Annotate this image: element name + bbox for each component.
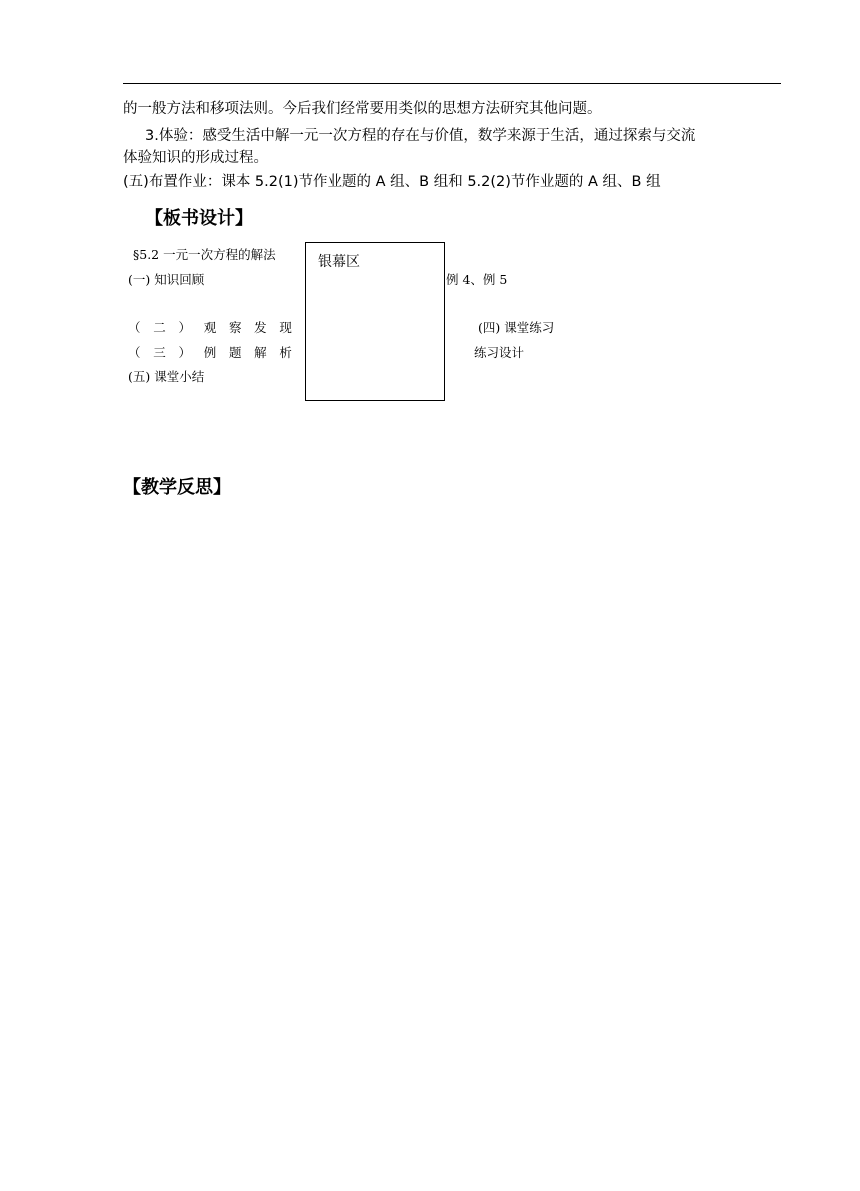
board-char: 察 bbox=[228, 320, 242, 335]
paragraph-homework: (五)布置作业：课本 5.2(1)节作业题的 A 组、B 组和 5.2(2)节作业题的 A 组、B 组 bbox=[123, 174, 661, 190]
board-item-observe bbox=[128, 320, 292, 336]
board-title: §5.2 一元一次方程的解法 bbox=[133, 247, 276, 262]
header-rule bbox=[123, 83, 781, 84]
section-title-teaching-reflection: 【教学反思】 bbox=[123, 477, 231, 498]
board-char: 析 bbox=[279, 345, 292, 360]
section-title-board-design: 【板书设计】 bbox=[145, 208, 253, 229]
board-char: （ bbox=[128, 345, 141, 360]
board-examples: 例 4、例 5 bbox=[446, 272, 508, 287]
board-char: 例 bbox=[203, 345, 217, 360]
paragraph-method-summary: 的一般方法和移项法则。今后我们经常要用类似的思想方法研究其他问题。 bbox=[123, 101, 602, 117]
board-char: 题 bbox=[228, 345, 242, 360]
screen-area-box bbox=[305, 242, 445, 401]
screen-area-label: 银幕区 bbox=[318, 254, 360, 270]
board-char: 发 bbox=[254, 320, 267, 335]
board-char: ） bbox=[178, 320, 191, 335]
board-char: （ bbox=[128, 320, 141, 335]
board-char: 三 bbox=[153, 345, 166, 360]
board-item-practice: (四) 课堂练习 bbox=[478, 320, 555, 335]
board-item-review: (一) 知识回顾 bbox=[128, 272, 205, 287]
paragraph-experience: 3.体验：感受生活中解一元一次方程的存在与价值，数学来源于生活，通过探索与交流 bbox=[145, 128, 696, 144]
board-char: 二 bbox=[153, 320, 166, 335]
board-char: 解 bbox=[254, 345, 267, 360]
board-item-summary: (五) 课堂小结 bbox=[128, 369, 205, 384]
board-char: 观 bbox=[203, 320, 217, 335]
paragraph-experience-cont: 体验知识的形成过程。 bbox=[123, 150, 268, 166]
board-practice-design: 练习设计 bbox=[474, 345, 525, 360]
board-item-examples bbox=[128, 345, 292, 361]
board-char: 现 bbox=[279, 320, 292, 335]
board-char: ） bbox=[178, 345, 191, 360]
